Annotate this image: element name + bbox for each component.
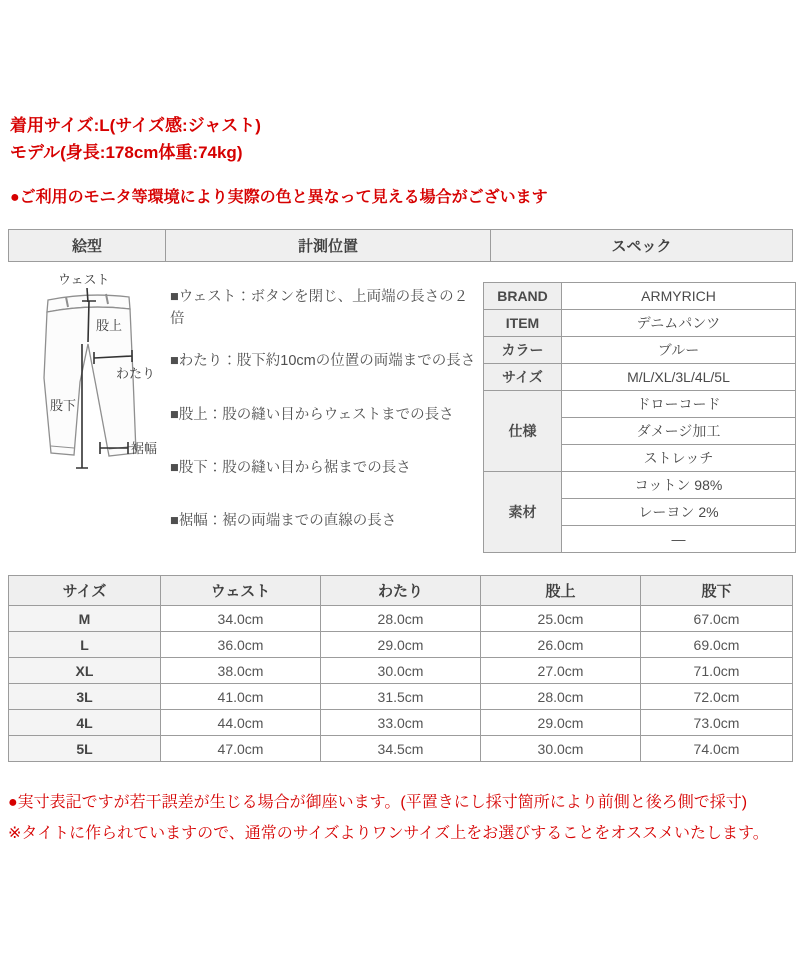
size-cell: L	[9, 632, 161, 658]
spec-label-material: 素材	[484, 472, 562, 553]
waist-cell: 38.0cm	[161, 658, 321, 684]
section-header-diagram: 絵型	[9, 230, 166, 262]
disclaimer-line-2: ※タイトに作られていますので、通常のサイズよりワンサイズ上をお選びすることをオススメいたします。	[8, 825, 769, 842]
thigh-cell: 28.0cm	[321, 606, 481, 632]
spec-label-item: ITEM	[484, 310, 562, 337]
thigh-cell: 30.0cm	[321, 658, 481, 684]
size-chart-header-rise: 股上	[481, 576, 641, 606]
spec-label-size: サイズ	[484, 364, 562, 391]
measure-def-hem: ■裾幅：裾の両端までの直線の長さ	[170, 513, 397, 529]
size-cell: XL	[9, 658, 161, 684]
rise-cell: 28.0cm	[481, 684, 641, 710]
spec-value-feature-3: ストレッチ	[562, 445, 796, 472]
size-chart-header-thigh: わたり	[321, 576, 481, 606]
spec-value-brand: ARMYRICH	[562, 283, 796, 310]
table-row	[9, 632, 793, 658]
measure-def-rise: ■股上：股の縫い目からウェストまでの長さ	[170, 407, 454, 423]
size-cell: 3L	[9, 684, 161, 710]
measure-def-waist: ■ウェスト：ボタンを閉じ、上両端の長さの２倍	[170, 289, 469, 327]
spec-value-feature-1: ドローコード	[562, 391, 796, 418]
diagram-label-rise: 股上	[96, 318, 123, 333]
table-row	[484, 337, 796, 364]
size-cell: 4L	[9, 710, 161, 736]
measure-def-thigh: ■わたり：股下約10cmの位置の両端までの長さ	[170, 353, 476, 369]
inseam-cell: 72.0cm	[641, 684, 793, 710]
worn-size-note: 着用サイズ:L(サイズ感:ジャスト)	[10, 116, 261, 135]
inseam-cell: 71.0cm	[641, 658, 793, 684]
size-cell: M	[9, 606, 161, 632]
table-row	[484, 283, 796, 310]
table-row	[9, 710, 793, 736]
table-row	[9, 736, 793, 762]
size-chart-header-inseam: 股下	[641, 576, 793, 606]
size-chart-header-waist: ウェスト	[161, 576, 321, 606]
fitting-notes	[10, 112, 261, 166]
diagram-label-hem: 裾幅	[131, 441, 158, 456]
table-row	[9, 658, 793, 684]
monitor-color-note: ●ご利用のモニタ等環境により実際の色と異なって見える場合がございます	[10, 189, 548, 206]
size-chart-table	[8, 575, 793, 762]
spec-label-brand: BRAND	[484, 283, 562, 310]
rise-cell: 27.0cm	[481, 658, 641, 684]
inseam-cell: 73.0cm	[641, 710, 793, 736]
diagram-label-waist: ウェスト	[58, 272, 110, 287]
pants-illustration	[8, 270, 173, 485]
spec-value-color: ブルー	[562, 337, 796, 364]
spec-value-item: デニムパンツ	[562, 310, 796, 337]
spec-value-material-1: コットン 98%	[562, 472, 796, 499]
model-stats-note: モデル(身長:178cm体重:74kg)	[10, 143, 243, 162]
spec-value-feature-2: ダメージ加工	[562, 418, 796, 445]
size-chart-header-size: サイズ	[9, 576, 161, 606]
spec-value-material-3: —	[562, 526, 796, 553]
diagram-label-thigh: わたり	[116, 366, 156, 381]
inseam-cell: 69.0cm	[641, 632, 793, 658]
waist-cell: 36.0cm	[161, 632, 321, 658]
rise-cell: 26.0cm	[481, 632, 641, 658]
pants-measurement-diagram	[8, 270, 173, 485]
thigh-cell: 29.0cm	[321, 632, 481, 658]
rise-cell: 30.0cm	[481, 736, 641, 762]
waist-cell: 41.0cm	[161, 684, 321, 710]
section-header-bar	[8, 229, 793, 262]
table-row	[484, 364, 796, 391]
spec-table	[483, 282, 796, 553]
inseam-cell: 67.0cm	[641, 606, 793, 632]
thigh-cell: 31.5cm	[321, 684, 481, 710]
spec-label-color: カラー	[484, 337, 562, 364]
table-row	[484, 310, 796, 337]
spec-value-material-2: レーヨン 2%	[562, 499, 796, 526]
measurement-disclaimer	[8, 787, 769, 849]
diagram-label-inseam: 股下	[50, 398, 77, 413]
table-row	[484, 472, 796, 499]
size-chart-header-row	[9, 576, 793, 606]
section-header-measure-position: 計測位置	[166, 230, 491, 262]
table-row	[9, 606, 793, 632]
waist-cell: 44.0cm	[161, 710, 321, 736]
spec-value-size: M/L/XL/3L/4L/5L	[562, 364, 796, 391]
inseam-cell: 74.0cm	[641, 736, 793, 762]
rise-cell: 25.0cm	[481, 606, 641, 632]
waist-cell: 47.0cm	[161, 736, 321, 762]
waist-cell: 34.0cm	[161, 606, 321, 632]
thigh-cell: 33.0cm	[321, 710, 481, 736]
table-row	[9, 684, 793, 710]
size-cell: 5L	[9, 736, 161, 762]
disclaimer-line-1: ●実寸表記ですが若干誤差が生じる場合が御座います。(平置きにし採寸箇所により前側と後ろ側で採寸)	[8, 794, 748, 811]
section-header-spec: スペック	[491, 230, 793, 262]
thigh-cell: 34.5cm	[321, 736, 481, 762]
measure-def-inseam: ■股下：股の縫い目から裾までの長さ	[170, 460, 411, 476]
rise-cell: 29.0cm	[481, 710, 641, 736]
spec-label-features: 仕様	[484, 391, 562, 472]
table-row	[484, 391, 796, 418]
